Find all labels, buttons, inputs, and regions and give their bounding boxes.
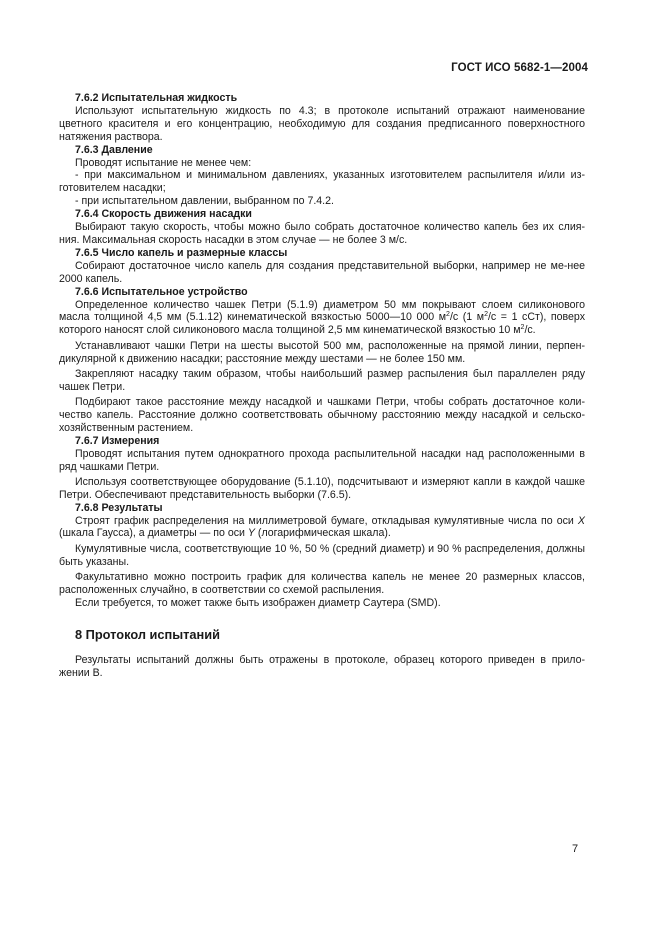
axis-y-label: Y: [247, 527, 255, 540]
superscript: 2: [446, 311, 450, 319]
paragraph: Факультативно можно построить график для количества капель не менее 20 размерных классов, расположенных случайно, в соответствии со схемой распыления.: [59, 570, 585, 596]
section-heading: 7.6.5 Число капель и размерные классы: [75, 246, 288, 259]
paragraph: Проводят испытания путем однократного прохода распылительной насадки над расположенными в ряд чашками Петри.: [59, 447, 585, 473]
section-heading: 7.6.7 Измерения: [75, 434, 160, 447]
text-run: /с (1 м: [449, 311, 485, 324]
section-heading: 7.6.3 Давление: [75, 143, 153, 156]
paragraph: Результаты испытаний должны быть отражены в протоколе, образец которого приведен в прило-жении В.: [59, 653, 585, 679]
section-heading: 7.6.8 Результаты: [75, 501, 163, 514]
section-7-6-6: [59, 286, 585, 435]
paragraph: Проводят испытание не менее чем:: [75, 156, 252, 169]
text-run: (шкала Гаусса), а диаметры — по оси: [59, 527, 248, 540]
list-item: - при максимальном и минимальном давлениях, указанных изготовителем распылителя и/или из-готовителем насадки;: [59, 169, 585, 195]
paragraph: Выбирают такую скорость, чтобы можно было собрать достаточное количество капель без их слия-ния. Максимальная скорость насадки в этом случае — не более 3 м/с.: [59, 221, 585, 246]
section-7-6-4: [59, 208, 585, 247]
paragraph: Закрепляют насадку таким образом, чтобы наибольший размер распыления был параллелен ряду чашек Петри.: [59, 367, 585, 393]
section-heading: 7.6.6 Испытательное устройство: [75, 285, 248, 298]
page-content: [59, 92, 585, 680]
chapter-heading: 8 Протокол испытаний: [75, 626, 221, 642]
page-number: 7: [572, 843, 579, 855]
paragraph: Собирают достаточное число капель для создания представительной выборки, например не ме-нее 2000 капель.: [59, 259, 585, 285]
section-7-6-2: [59, 92, 585, 144]
list-item: - при испытательном давлении, выбранном по 7.4.2.: [75, 195, 334, 208]
paragraph: Кумулятивные числа, соответствующие 10 %, 50 % (средний диаметр) и 90 % распределения, должны быть указаны.: [59, 542, 585, 568]
superscript: 2: [520, 324, 525, 332]
section-7-6-7: [59, 435, 585, 502]
section-heading: 7.6.2 Испытательная жидкость: [75, 92, 238, 104]
section-7-6-5: [59, 247, 585, 286]
paragraph: Подбирают такое расстояние между насадкой и чашками Петри, чтобы собрать достаточное коли-чество капель. Расстояние должно соответствовать обычному расстоянию между насадкой и сельско-хозяйственным растением.: [59, 396, 585, 434]
axis-x-label: X: [577, 514, 585, 527]
paragraph: Если требуется, то может также быть изображен диаметр Саутера (SMD).: [75, 596, 441, 609]
text-run: /с = 1 сСт), поверх которого наносят слой силиконового масла толщиной 2,5 мм кинематической вязкостью 10 м: [59, 311, 585, 337]
paragraph: Устанавливают чашки Петри на шесты высотой 500 мм, расположенные на прямой линии, перпен-дикулярной к движению насадки; расстояние между шестами — не более 150 мм.: [59, 339, 585, 365]
paragraph: Используют испытательную жидкость по 4.3; в протоколе испытаний отражают наименование цветного красителя и его концентрацию, необходимую для создания предписанного поверхностного натяжения раствора.: [59, 104, 585, 143]
text-run: Строят график распределения на миллиметровой бумаге, откладывая кумулятивные числа по оси: [75, 514, 578, 527]
section-7-6-3: [59, 144, 585, 209]
text-run: /с.: [524, 324, 536, 337]
section-7-6-8: [59, 502, 585, 610]
section-heading: 7.6.4 Скорость движения насадки: [75, 208, 252, 221]
standard-number: ГОСТ ИСО 5682-1—2004: [451, 62, 588, 74]
text-run: Определенное количество чашек Петри (5.1.9) диаметром 50 мм покрывают слоем силиконового масла толщиной 4,5 мм (5.1.12) кинематической вязкостью 5000—10 000 м: [59, 298, 585, 324]
text-run: (логарифмическая шкала).: [254, 527, 391, 540]
paragraph: [59, 515, 585, 541]
superscript: 2: [484, 311, 488, 319]
paragraph: Используя соответствующее оборудование (5.1.10), подсчитывают и измеряют капли в каждой чашке Петри. Обеспечивают представительность выборки (7.6.5).: [59, 475, 585, 501]
paragraph: [59, 299, 585, 338]
